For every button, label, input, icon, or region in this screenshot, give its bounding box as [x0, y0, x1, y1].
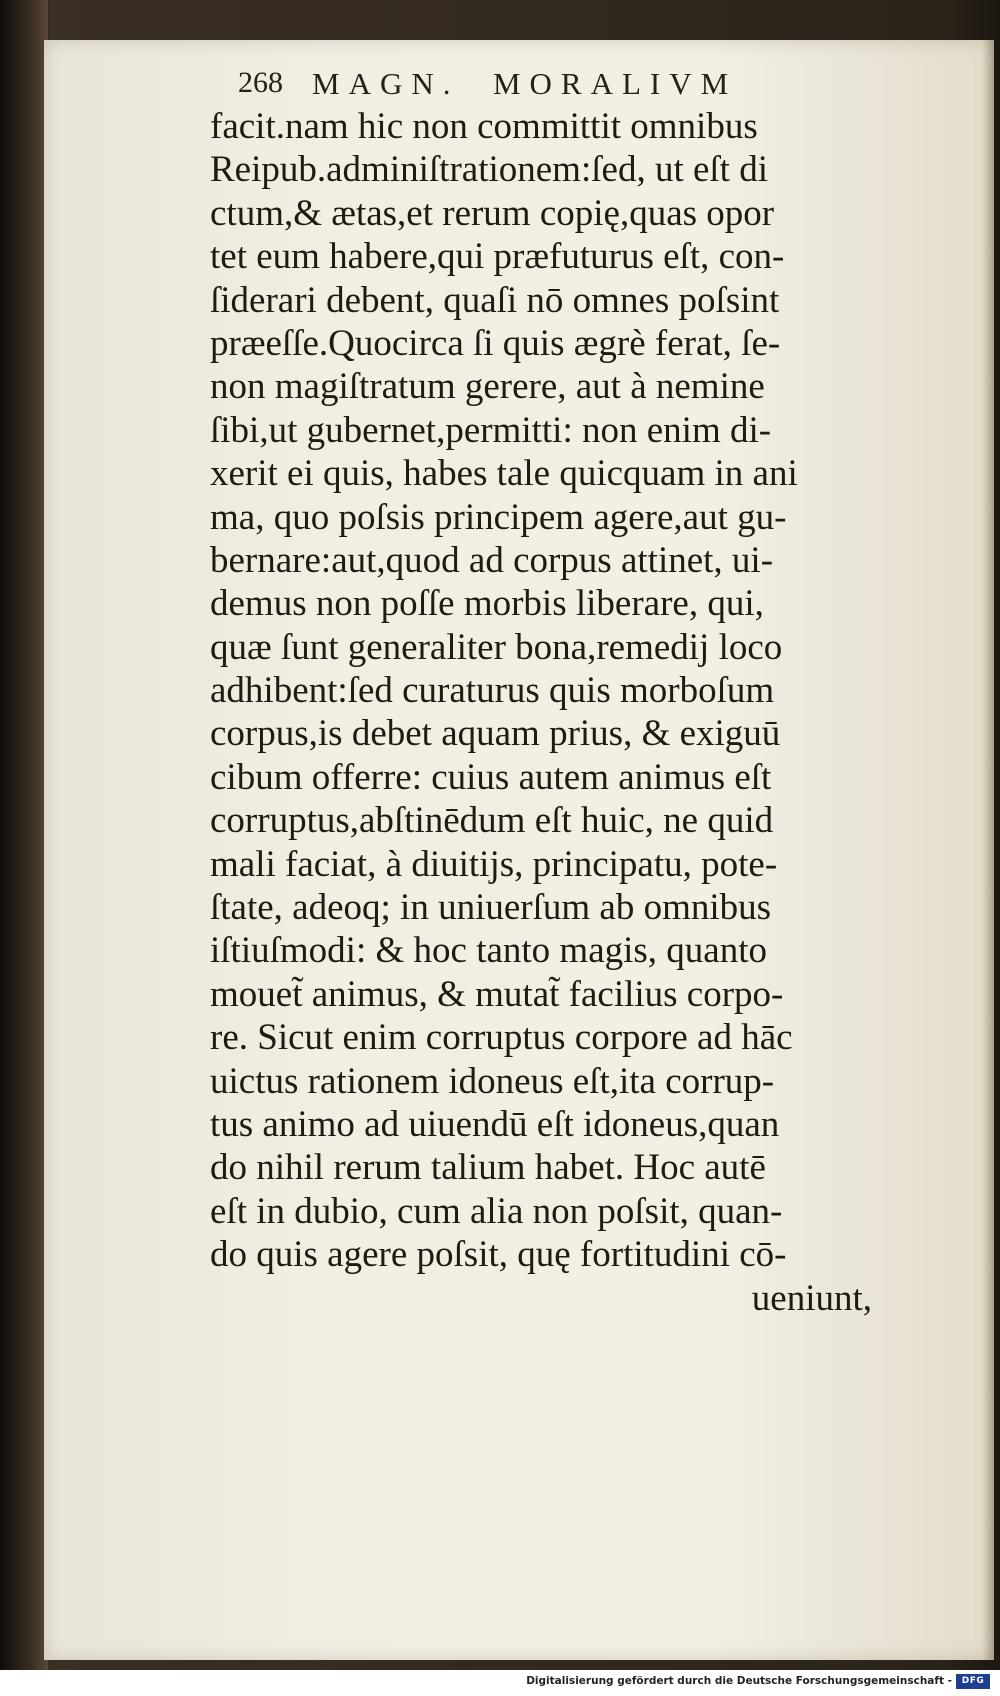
text-line: ſiderari debent, quaſi nō omnes poſsint [210, 279, 780, 321]
running-head [238, 66, 878, 110]
dfg-logo: DFG [956, 1674, 990, 1689]
text-line: ma, quo poſsis principem agere,aut gu- [210, 496, 787, 538]
text-line: ſibi,ut gubernet,permitti: non enim di- [210, 409, 772, 451]
text-line: quæ ſunt generaliter bona,remedij loco [210, 626, 783, 668]
text-line: iſtiuſmodi: & hoc tanto magis, quanto [210, 930, 768, 972]
catchword: ueniunt, [751, 1277, 872, 1319]
text-line: præeſſe.Quocirca ſi quis ægrè ferat, ſe- [210, 322, 781, 364]
running-title: MAGN. MORALIVM [312, 66, 738, 101]
page-number: 268 [238, 66, 283, 99]
digitization-credit: Digitalisierung gefördert durch die Deutsche Forschungsgemeinschaft - [526, 1675, 952, 1687]
text-line: eſt in dubio, cum alia non poſsit, quan- [210, 1190, 783, 1232]
book-binding-edge [0, 0, 48, 1670]
text-line: tus animo ad uiuendū eſt idoneus,quan [210, 1103, 780, 1145]
text-line: Reipub.adminiſtrationem:ſed, ut eſt di [210, 149, 768, 191]
text-line: xerit ei quis, habes tale quicquam in ani [210, 453, 798, 495]
text-line: facit.nam hic non committit omnibus [210, 106, 758, 147]
text-line: adhibent:ſed curaturus quis morboſum [210, 670, 775, 712]
page-edge-shadow [982, 40, 994, 1660]
body-text [210, 105, 910, 1320]
text-line: non magiſtratum gerere, aut à nemine [210, 366, 765, 408]
text-line: cibum offerre: cuius autem animus eſt [210, 756, 772, 798]
text-line: bernare:aut,quod ad corpus attinet, ui- [210, 539, 774, 581]
text-line: corpus,is debet aquam prius, & exiguū [210, 713, 781, 755]
text-line: tet eum habere,qui præfuturus eſt, con- [210, 236, 785, 278]
text-line: mali faciat, à diuitijs, principatu, pote- [210, 843, 778, 885]
text-line: ctum,& ætas,et rerum copię,quas opor [210, 192, 775, 234]
text-line: uictus rationem idoneus eſt,ita corrup- [210, 1060, 775, 1102]
text-line: mouet̃ animus, & mutat̃ facilius corpo- [210, 973, 784, 1015]
text-line: re. Sicut enim corruptus corpore ad hāc [210, 1017, 793, 1059]
text-line: do quis agere poſsit, quę fortitudini cō- [210, 1234, 787, 1276]
text-line: demus non poſſe morbis liberare, qui, [210, 583, 764, 625]
text-line: ſtate, adeoq; in uniuerſum ab omnibus [210, 887, 772, 929]
text-line: do nihil rerum talium habet. Hoc autē [210, 1147, 766, 1189]
text-line: corruptus,abſtinēdum eſt huic, ne quid [210, 800, 774, 842]
